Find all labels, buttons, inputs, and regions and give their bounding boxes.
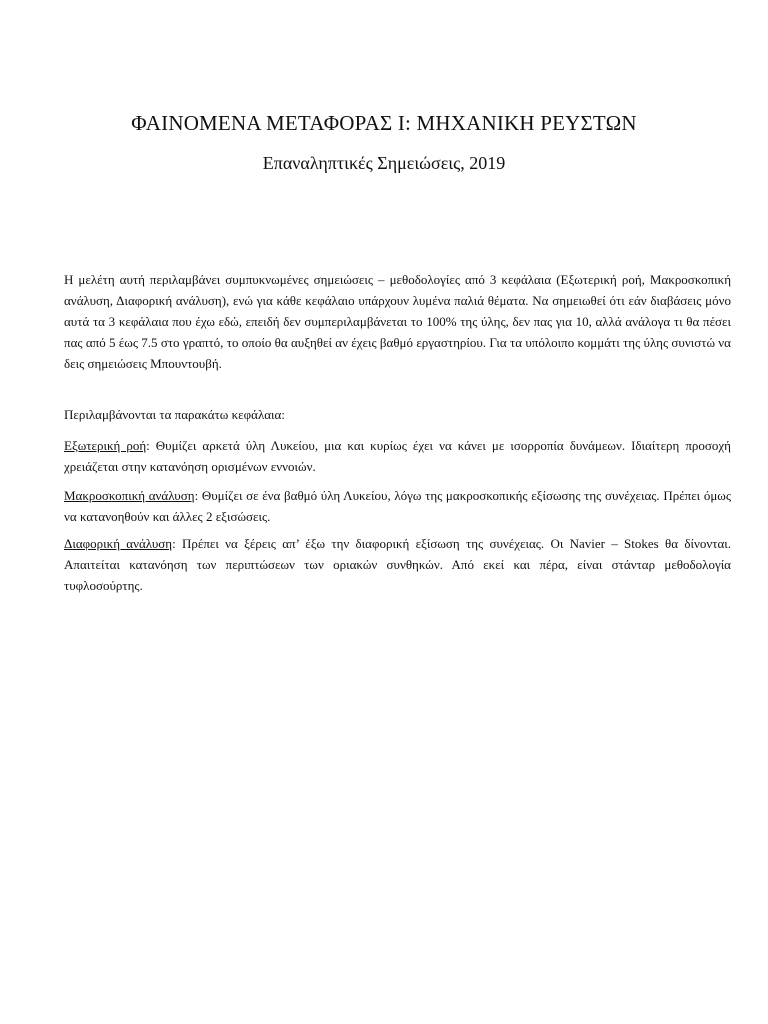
document-subtitle: Επαναληπτικές Σημειώσεις, 2019 <box>262 153 506 173</box>
chapter-name: Μακροσκοπική ανάλυση <box>64 488 195 503</box>
chapter-item-macroscopic-analysis <box>64 485 731 527</box>
chapters-heading: Περιλαμβάνονται τα παρακάτω κεφάλαια: <box>64 407 285 422</box>
chapter-description: : Θυμίζει αρκετά ύλη Λυκείου, μια και κυρίως έχει να κάνει με ισορροπία δυνάμεων. Ιδιαίτερη προσοχή χρειάζεται στην κατανόηση ορισμένων εννοιών. <box>64 438 731 474</box>
document-title: ΦΑΙΝΟΜΕΝΑ ΜΕΤΑΦΟΡΑΣ Ι: ΜΗΧΑΝΙΚΗ ΡΕΥΣΤΩΝ <box>131 111 637 135</box>
chapter-description: : Πρέπει να ξέρεις απ’ έξω την διαφορική εξίσωση της συνέχειας. Οι Navier – Stokes θα δίνονται. Απαιτείται κατανόηση των περιπτώσεων των οριακών συνθηκών. Από εκεί και πέρα, είναι στάνταρ μεθοδολογία τυφλοσούρτης. <box>64 536 731 593</box>
intro-paragraph: Η μελέτη αυτή περιλαμβάνει συμπυκνωμένες σημειώσεις – μεθοδολογίες από 3 κεφάλαια (Εξωτερική ροή, Μακροσκοπική ανάλυση, Διαφορική ανάλυση), ενώ για κάθε κεφάλαιο υπάρχουν λυμένα παλιά θέματα. Να σημειωθεί ότι εάν διαβάσεις μόνο αυτά τα 3 κεφάλαια που έχω εδώ, επειδή δεν συμπεριλαμβάνεται το 100% της ύλης, δεν πας για 10, αλλά ανάλογα τι θα πέσει πας από 5 έως 7.5 στο γραπτό, το οποίο θα αυξηθεί αν έχεις βαθμό εργαστηρίου. Για τα υπόλοιπο κομμάτι της ύλης συνιστώ να δεις σημειώσεις Μπουντουβή. <box>64 272 731 371</box>
chapter-item-external-flow <box>64 435 731 477</box>
chapter-description: : Θυμίζει σε ένα βαθμό ύλη Λυκείου, λόγω της μακροσκοπικής εξίσωσης της συνέχειας. Πρέπει όμως να κατανοηθούν και άλλες 2 εξισώσεις. <box>64 488 732 524</box>
chapter-item-differential-analysis <box>64 533 731 596</box>
chapter-name: Διαφορική ανάλυση <box>64 536 173 551</box>
chapter-name: Εξωτερική ροή <box>64 438 147 453</box>
